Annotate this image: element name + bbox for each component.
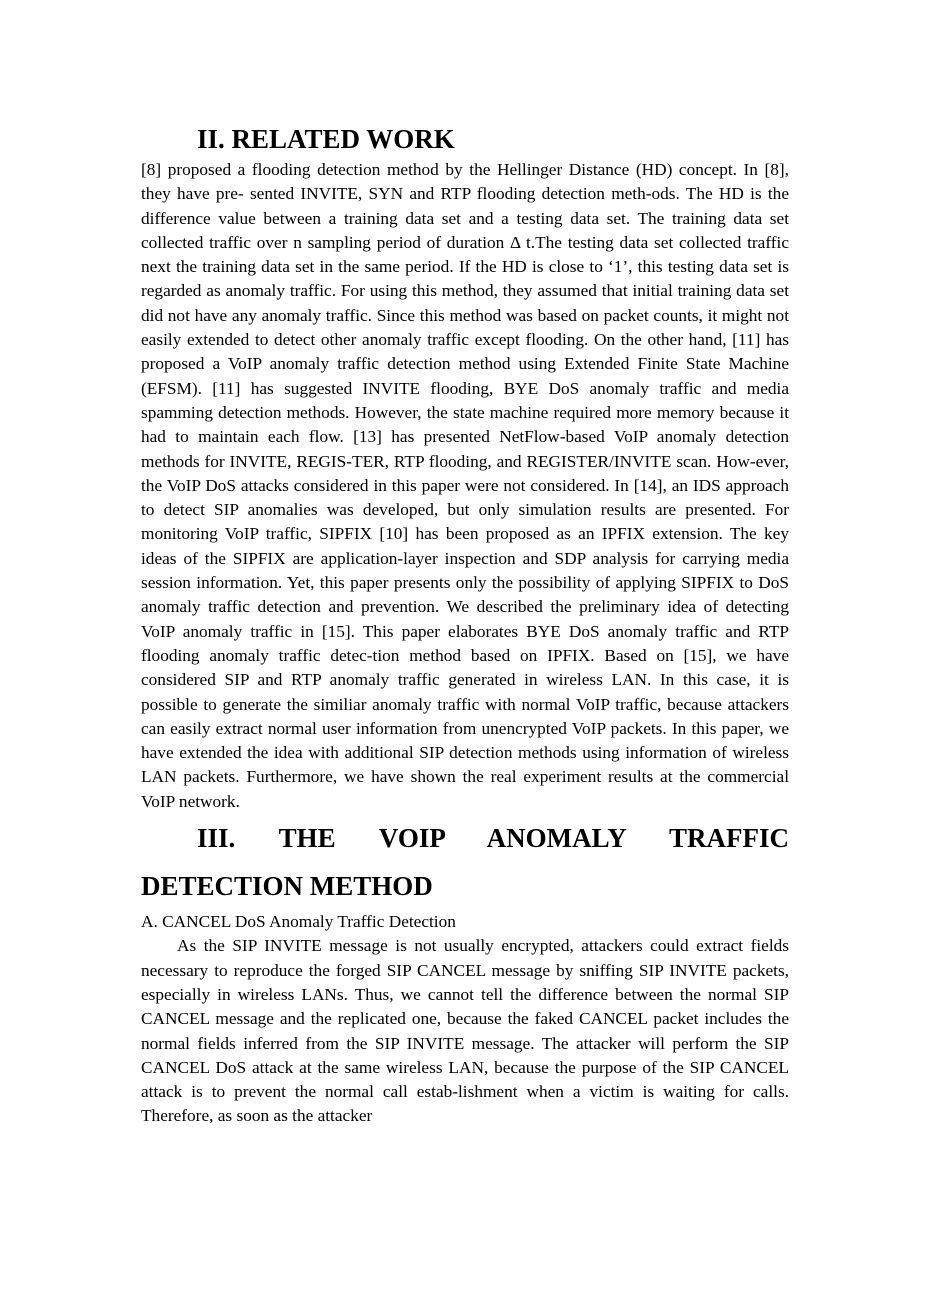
cancel-dos-paragraph: As the SIP INVITE message is not usually encrypted, attackers could extract fields necessary to reproduce the forged SIP CANCEL message by sniffing SIP INVITE packets, especially in wireless LANs. Thus, we cannot tell the difference between the normal SIP CANCEL message and the replicated one, because the faked CANCEL packet includes the normal fields inferred from the SIP INVITE message. The attacker will perform the SIP CANCEL DoS attack at the same wireless LAN, because the purpose of the SIP CANCEL attack is to prevent the normal call estab-lishment when a victim is waiting for calls. Therefore, as soon as the attacker: [141, 936, 789, 1126]
subsection-a-title: A. CANCEL DoS Anomaly Traffic Detection: [141, 912, 456, 932]
section-3-title-line1: III. THE VOIP ANOMALY TRAFFIC: [197, 823, 789, 854]
section-2-title: II. RELATED WORK: [197, 124, 455, 154]
section-3-title-line2: DETECTION METHOD: [141, 871, 433, 902]
related-work-paragraph: [8] proposed a flooding detection method by the Hellinger Distance (HD) concept. In [8], they have pre- sented INVITE, SYN and RTP flooding detection meth-ods. The HD is the difference value between a training data set and a testing data set. The training data set collected traffic over n sampling period of duration Δ t.The testing data set collected traffic next the training data set in the same period. If the HD is close to ‘1’, this testing data set is regarded as anomaly traffic. For using this method, they assumed that initial training data set did not have any anomaly traffic. Since this method was based on packet counts, it might not easily extended to detect other anomaly traffic except flooding. On the other hand, [11] has proposed a VoIP anomaly traffic detection method using Extended Finite State Machine (EFSM). [11] has suggested INVITE flooding, BYE DoS anomaly traffic and media spamming detection methods. However, the state machine required more memory because it had to maintain each flow. [13] has presented NetFlow-based VoIP anomaly detection methods for INVITE, REGIS-TER, RTP flooding, and REGISTER/INVITE scan. How-ever, the VoIP DoS attacks considered in this paper were not considered. In [14], an IDS approach to detect SIP anomalies was developed, but only simulation results are presented. For monitoring VoIP traffic, SIPFIX [10] has been proposed as an IPFIX extension. The key ideas of the SIPFIX are application-layer inspection and SDP analysis for carrying media session information. Yet, this paper presents only the possibility of applying SIPFIX to DoS anomaly traffic detection and prevention. We described the preliminary idea of detecting VoIP anomaly traffic in [15]. This paper elaborates BYE DoS anomaly traffic and RTP flooding anomaly traffic detec-tion method based on IPFIX. Based on [15], we have considered SIP and RTP anomaly traffic generated in wireless LAN. In this case, it is possible to generate the similiar anomaly traffic with normal VoIP traffic, because attackers can easily extract normal user information from unencrypted VoIP packets. In this paper, we have extended the idea with additional SIP detection methods using information of wireless LAN packets. Furthermore, we have shown the real experiment results at the commercial VoIP network.: [141, 160, 789, 811]
paper-page: [141, 120, 789, 1129]
